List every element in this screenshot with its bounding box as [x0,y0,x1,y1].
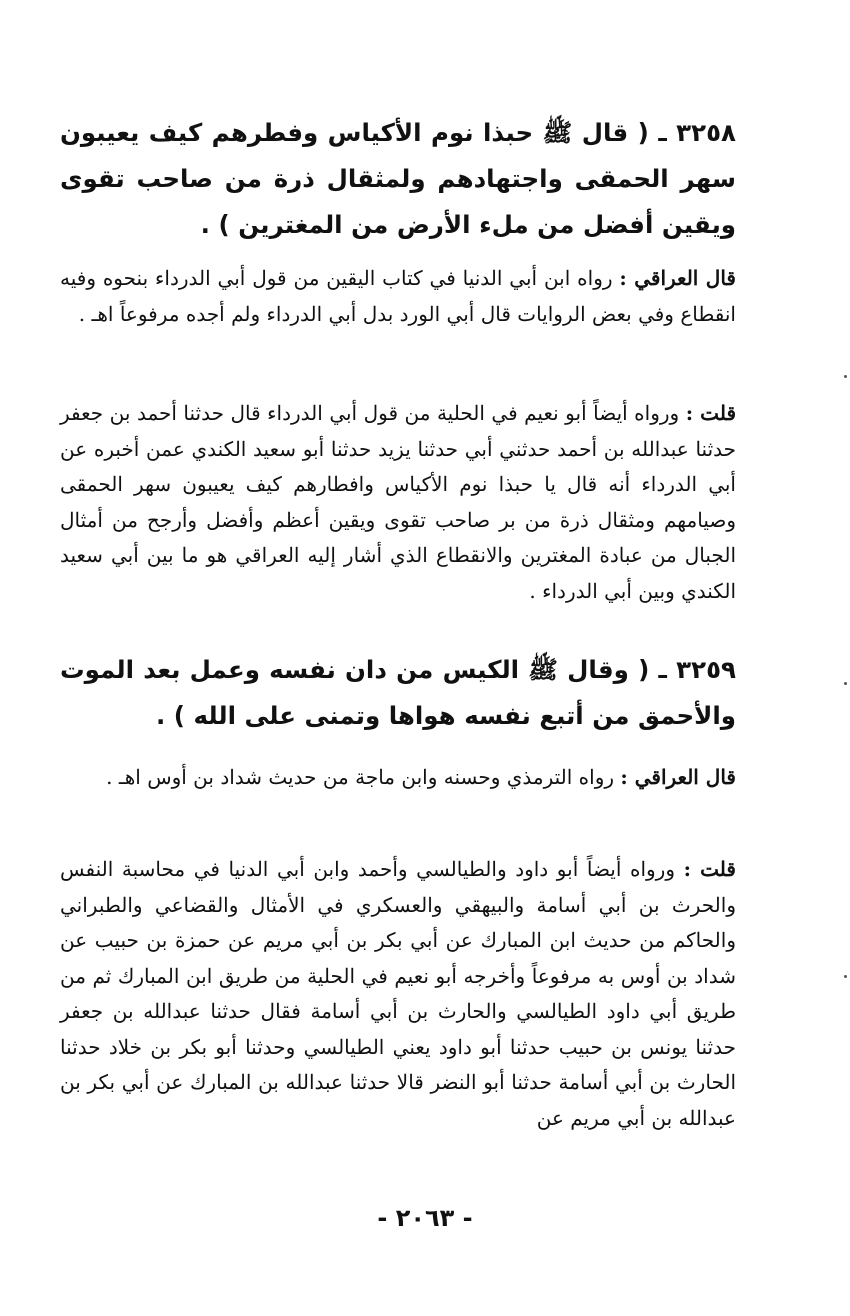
hadith-3259 [60,647,736,739]
iraqi-commentary-3259 [60,760,736,796]
iraqi-text-3258: رواه ابن أبي الدنيا في كتاب اليقين من قول أبي الدرداء بنحوه وفيه انقطاع وفي بعض الروايات قال أبي الورد بدل أبي الدرداء ولم أجده مرفوعاً اهـ . [60,266,736,326]
margin-speck [844,375,847,378]
author-note-text-3258: ورواه أيضاً أبو نعيم في الحلية من قول أبي الدرداء قال حدثنا أحمد بن جعفر حدثنا عبدالله بن أحمد حدثني أبي حدثنا يزيد حدثنا أبو سعيد الكندي عمن أخبره عن أبي الدرداء أنه قال يا حبذا نوم الأكياس وافطارهم كيف يعيبون سهر الحمقى وصيامهم ومثقال ذرة من بر صاحب تقوى ويقين أعظم وأفضل وأرجح من أمثال الجبال من عبادة المغترين والانقطاع الذي أشار إليه العراقي هو ما بين أبي سعيد الكندي وبين أبي الدرداء . [60,401,736,603]
iraqi-text-3259: رواه الترمذي وحسنه وابن ماجة من حديث شداد بن أوس اهـ . [106,765,621,789]
author-note-3258 [60,396,736,609]
iraqi-label: قال العراقي : [620,765,736,789]
author-note-3259 [60,852,736,1136]
hadith-number-3259: ٣٢٥٩ [676,655,736,684]
iraqi-label: قال العراقي : [619,266,736,290]
page-number: - ٢٠٦٣ - [377,1204,473,1232]
author-note-text-3259: ورواه أيضاً أبو داود والطيالسي وأحمد وابن أبي الدنيا في محاسبة النفس والحرث بن أبي أسامة والبيهقي والعسكري في الأمثال والقضاعي والطبراني والحاكم من حديث ابن المبارك عن أبي بكر بن أبي مريم عن حمزة بن حبيب عن شداد بن أوس به مرفوعاً وأخرجه أبو نعيم في الحلية من طريق ابن المبارك ثم من طريق أبي داود الطيالسي والحارث بن أبي أسامة فقال حدثنا عبدالله بن جعفر حدثنا يونس بن حبيب حدثنا أبو داود يعني الطيالسي وحدثنا أبو بكر بن خلاد حدثنا الحارث بن أبي أسامة حدثنا أبو النضر قالا حدثنا عبدالله بن المبارك عن أبي بكر بن عبدالله بن أبي مريم عن [60,857,736,1130]
hadith-3258 [60,110,736,248]
hadith-text-3258: ـ ( قال ﷺ حبذا نوم الأكياس وفطرهم كيف يعيبون سهر الحمقى واجتهادهم ولمثقال ذرة من صاحب تقوى ويقين أفضل من ملء الأرض من المغترين ) . [60,118,736,239]
qult-label: قلت : [685,401,737,425]
iraqi-commentary-3258 [60,261,736,332]
hadith-text-3259: ـ ( وقال ﷺ الكيس من دان نفسه وعمل بعد الموت والأحمق من أتبع نفسه هواها وتمنى على الله ) . [60,655,736,730]
hadith-number-3258: ٣٢٥٨ [676,118,736,147]
qult-label: قلت : [683,857,736,881]
margin-speck [844,682,847,685]
margin-speck [844,975,847,978]
